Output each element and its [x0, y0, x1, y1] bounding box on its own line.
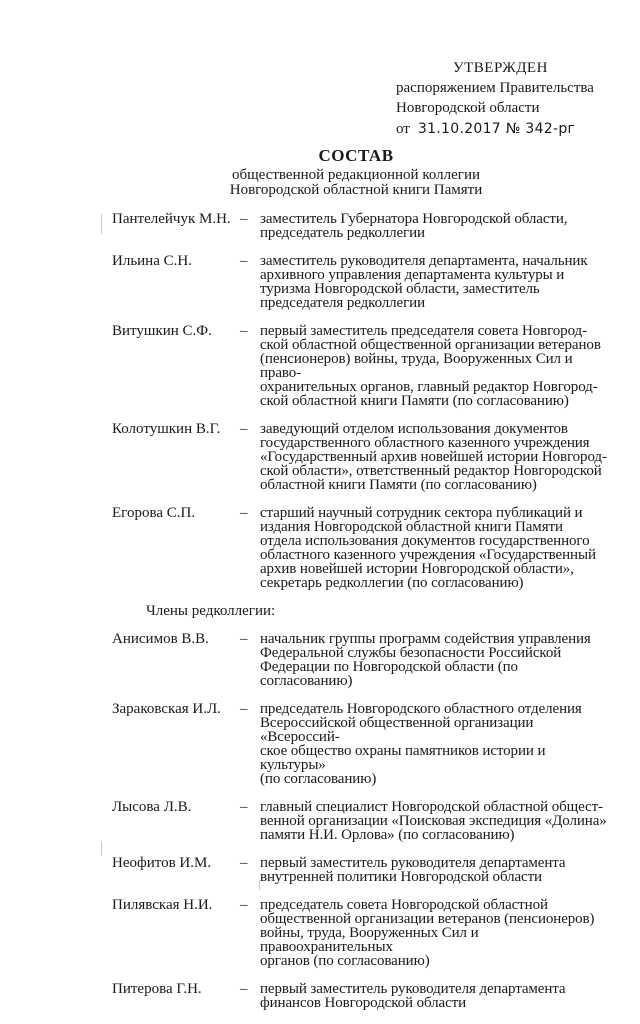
subtitle-line-1: общественной редакционной коллегии	[232, 167, 480, 183]
approval-date-line	[396, 118, 626, 139]
dash-separator: –	[240, 897, 248, 913]
dash-separator: –	[240, 505, 248, 521]
position-line: (пенсионеров) войны, труда, Вооруженных Сил и право-	[260, 351, 573, 381]
position-line: председатель совета Новгородской областной	[260, 897, 548, 913]
position-line: ской областной общественной организации ветеранов	[260, 337, 601, 353]
position-line: ское общество охраны памятников истории и культуры»	[260, 743, 546, 773]
document-title: СОСТАВ	[318, 146, 394, 165]
position-line: заместитель руководителя департамента, начальник	[260, 253, 588, 269]
approved-stamp-text: УТВЕРЖДЕН	[453, 60, 548, 76]
position-line: начальник группы программ содействия управления	[260, 631, 591, 647]
member-row	[112, 856, 612, 884]
member-position	[260, 506, 612, 590]
position-line: финансов Новгородской области	[260, 995, 467, 1011]
member-row	[112, 212, 612, 240]
member-position	[260, 254, 612, 310]
member-row	[112, 324, 612, 408]
dash-separator: –	[240, 701, 248, 717]
member-name: Егорова С.П.	[112, 505, 196, 521]
position-line: заместитель Губернатора Новгородской области,	[260, 211, 568, 227]
member-position	[260, 632, 612, 688]
position-line: общественной организации ветеранов (пенсионеров)	[260, 911, 595, 927]
position-line: охранительных органов, главный редактор Новгород-	[260, 379, 598, 395]
member-row	[112, 254, 612, 310]
position-line: секретарь редколлегии (по согласованию)	[260, 575, 524, 591]
position-line: архив новейшей истории Новгородской области»,	[260, 561, 574, 577]
position-line: «Государственный архив новейшей истории Новгород-	[260, 449, 607, 465]
position-line: Всероссийской общественной организации «Всероссий-	[260, 715, 534, 745]
position-line: архивного управления департамента культуры и	[260, 267, 565, 283]
member-name: Витушкин С.Ф.	[112, 323, 212, 339]
member-position	[260, 702, 612, 786]
member-name: Неофитов И.М.	[112, 855, 212, 871]
member-name: Ильина С.Н.	[112, 253, 192, 269]
member-position	[260, 856, 612, 884]
dash-separator: –	[240, 799, 248, 815]
members-section-label: Члены редколлегии:	[146, 603, 276, 619]
position-line: заведующий отделом использования документов	[260, 421, 568, 437]
dash-separator: –	[240, 421, 248, 437]
member-name: Зараковская И.Л.	[112, 701, 221, 717]
position-line: председатель Новгородского областного отделения	[260, 701, 582, 717]
member-name: Питерова Г.Н.	[112, 981, 202, 997]
position-line: председатель редколлегии	[260, 225, 425, 241]
position-line: областного казенного учреждения «Государственный	[260, 547, 596, 563]
approval-date-number: 31.10.2017 № 342-рг	[417, 121, 576, 137]
position-line: первый заместитель руководителя департамента	[260, 981, 566, 997]
position-line: туризма Новгородской области, заместитель	[260, 281, 540, 297]
position-line: отдела использования документов государственного	[260, 533, 590, 549]
member-name: Колотушкин В.Г.	[112, 421, 221, 437]
member-name: Пантелейчук М.Н.	[112, 211, 231, 227]
position-line: венной организации «Поисковая экспедиция «Долина»	[260, 813, 607, 829]
document-subtitle	[100, 168, 612, 198]
position-line: Федерации по Новгородской области (по согласованию)	[260, 659, 518, 689]
member-position	[260, 898, 612, 968]
position-line: первый заместитель председателя совета Новгород-	[260, 323, 587, 339]
member-row	[112, 898, 612, 968]
member-position	[260, 982, 612, 1010]
dash-separator: –	[240, 211, 248, 227]
approval-line-1: распоряжением Правительства	[396, 80, 594, 96]
position-line: памяти Н.И. Орлова» (по согласованию)	[260, 827, 515, 843]
member-name: Пилявская Н.И.	[112, 897, 213, 913]
leadership-list	[112, 212, 612, 590]
position-line: государственного областного казенного учреждения	[260, 435, 590, 451]
member-row	[112, 982, 612, 1010]
member-position	[260, 422, 612, 492]
position-line: областной книги Памяти (по согласованию)	[260, 477, 537, 493]
position-line: первый заместитель руководителя департамента	[260, 855, 566, 871]
approval-from-label: от	[396, 121, 410, 137]
board-members-list	[112, 632, 612, 1010]
position-line: ской областной книги Памяти (по согласованию)	[260, 393, 569, 409]
position-line: издания Новгородской областной книги Памяти	[260, 519, 563, 535]
scan-artifact	[101, 214, 102, 234]
member-name: Лысова Л.В.	[112, 799, 192, 815]
dash-separator: –	[240, 855, 248, 871]
member-position	[260, 800, 612, 842]
members-list	[112, 212, 612, 1024]
position-line: органов (по согласованию)	[260, 953, 430, 969]
member-row	[112, 422, 612, 492]
member-row	[112, 800, 612, 842]
member-name: Анисимов В.В.	[112, 631, 209, 647]
dash-separator: –	[240, 323, 248, 339]
dash-separator: –	[240, 253, 248, 269]
position-line: внутренней политики Новгородской области	[260, 869, 542, 885]
position-line: главный специалист Новгородской областной общест-	[260, 799, 603, 815]
position-line: председателя редколлегии	[260, 295, 426, 311]
position-line: войны, труда, Вооруженных Сил и правоохранительных	[260, 925, 479, 955]
member-position	[260, 324, 612, 408]
member-position	[260, 212, 612, 240]
scan-artifact	[101, 842, 102, 856]
approval-block	[396, 58, 626, 139]
position-line: ской области», ответственный редактор Новгородской	[260, 463, 602, 479]
position-line: Федеральной службы безопасности Российской	[260, 645, 562, 661]
member-row	[112, 506, 612, 590]
position-line: старший научный сотрудник сектора публикаций и	[260, 505, 583, 521]
approval-line-2: Новгородской области	[396, 100, 540, 116]
member-row	[112, 632, 612, 688]
dash-separator: –	[240, 981, 248, 997]
member-row	[112, 702, 612, 786]
subtitle-line-2: Новгородской областной книги Памяти	[229, 182, 483, 198]
position-line: (по согласованию)	[260, 771, 377, 787]
scan-artifact	[259, 880, 260, 890]
dash-separator: –	[240, 631, 248, 647]
